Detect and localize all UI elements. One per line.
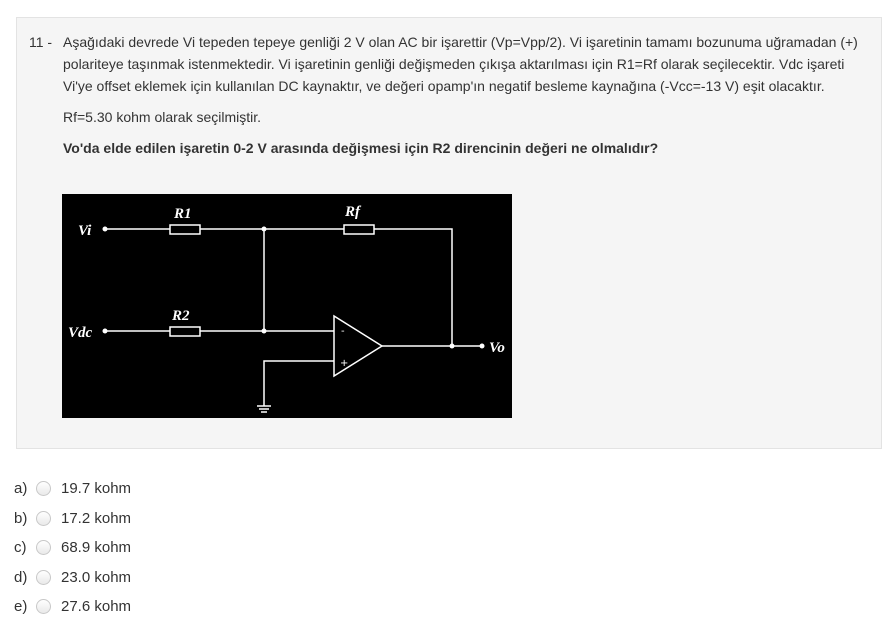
label-plus: + <box>340 358 349 369</box>
answer-option-c[interactable] <box>14 533 131 563</box>
label-vo: Vo <box>489 340 505 356</box>
question-box <box>16 17 882 449</box>
node-output <box>450 344 455 349</box>
label-vi: Vi <box>78 223 92 239</box>
answer-text[interactable]: 23.0 kohm <box>61 568 132 586</box>
resistor-r2 <box>170 327 200 336</box>
wire-feedback <box>374 229 452 347</box>
label-vdc: Vdc <box>68 325 93 341</box>
label-rf: Rf <box>345 204 360 220</box>
answer-letter: e) <box>14 598 28 616</box>
question-text <box>63 31 871 168</box>
answer-text[interactable]: 27.6 kohm <box>61 598 132 616</box>
answer-text[interactable]: 17.2 kohm <box>61 509 132 527</box>
answer-letter: c) <box>14 539 27 557</box>
circuit-svg <box>62 194 512 418</box>
answer-list <box>14 474 131 622</box>
answer-text[interactable]: 19.7 kohm <box>61 480 132 498</box>
question-number: 11 - <box>29 34 53 50</box>
question-given: Rf=5.30 kohm olarak seçilmiştir. <box>63 109 262 125</box>
radio-button[interactable] <box>36 570 51 585</box>
answer-option-a[interactable] <box>14 474 131 504</box>
radio-button[interactable] <box>36 540 51 555</box>
label-r2: R2 <box>172 308 190 324</box>
radio-button[interactable] <box>36 481 51 496</box>
answer-letter: b) <box>14 509 28 527</box>
circuit-diagram <box>62 194 512 418</box>
terminal-vdc <box>103 329 108 334</box>
label-r1: R1 <box>174 206 192 222</box>
question-prompt: Vo'da elde edilen işaretin 0-2 V arasında değişmesi için R2 direncinin değeri ne olmalıdır? <box>63 140 659 156</box>
node-r1-rf <box>262 227 267 232</box>
answer-option-e[interactable] <box>14 592 131 622</box>
resistor-rf <box>344 225 374 234</box>
answer-text[interactable]: 68.9 kohm <box>61 539 132 557</box>
resistor-r1 <box>170 225 200 234</box>
question-paragraph: Aşağıdaki devrede Vi tepeden tepeye genliği 2 V olan AC bir işarettir (Vp=Vpp/2). Vi işaretinin tamamı bozunuma uğramadan (+) polariteye taşınmak istenmektedir. Vi işaretinin genliği değişmeden çıkışa aktarılması için R1=Rf olarak seçilecektir. Vdc işareti Vi'ye offset eklemek için kullanılan DC kaynaktır, ve değeri opamp'ın negatif besleme kaynağına (-Vcc=-13 V) eşit olacaktır. <box>63 34 858 94</box>
answer-option-d[interactable] <box>14 563 131 593</box>
answer-letter: d) <box>14 568 28 586</box>
radio-button[interactable] <box>36 599 51 614</box>
label-minus: - <box>341 326 345 337</box>
node-inverting <box>262 329 267 334</box>
terminal-vi <box>103 227 108 232</box>
answer-letter: a) <box>14 480 28 498</box>
terminal-vo <box>480 344 485 349</box>
radio-button[interactable] <box>36 511 51 526</box>
wire-noninverting-ground <box>264 361 334 406</box>
answer-option-b[interactable] <box>14 504 131 534</box>
